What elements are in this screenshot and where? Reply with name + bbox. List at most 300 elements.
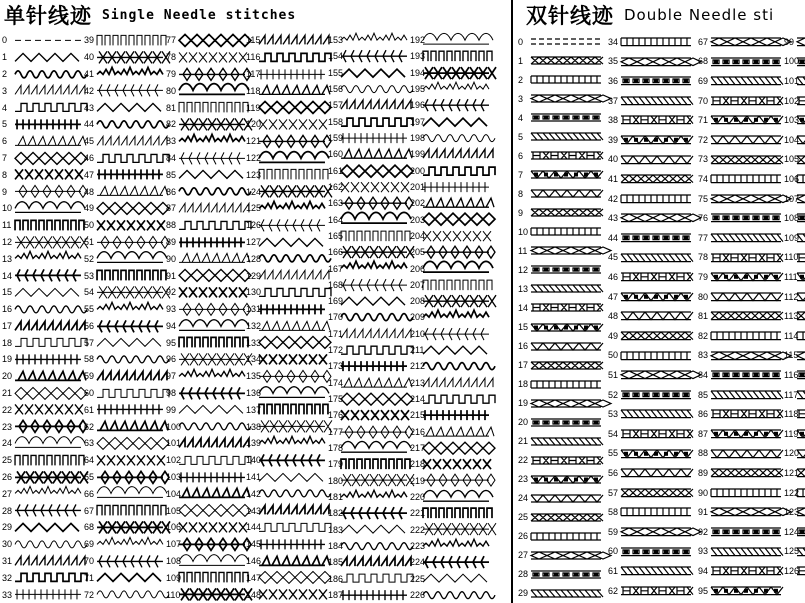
stitch-number: 41: [608, 173, 619, 184]
stitch-pattern-icon: [179, 152, 245, 165]
stitch-row: [698, 189, 784, 209]
stitch-row: [518, 222, 604, 241]
stitch-number: 44: [608, 232, 619, 243]
stitch-number: 56: [84, 320, 95, 331]
stitch-number: 206: [410, 263, 426, 274]
stitch-number: 24: [2, 438, 13, 449]
stitch-pattern-icon: [97, 51, 163, 64]
stitch-number: 203: [410, 214, 426, 225]
stitch-number: 56: [608, 467, 619, 478]
stitch-pattern-icon: [15, 34, 81, 47]
stitch-number: 209: [410, 312, 426, 323]
stitch-row: [698, 483, 784, 503]
stitch-number: 114: [784, 330, 799, 341]
stitch-number: 22: [2, 404, 13, 415]
stitch-row: [410, 48, 492, 64]
stitch-pattern-icon: [259, 370, 325, 383]
stitch-row: [518, 70, 604, 89]
stitch-number: 145: [246, 539, 262, 550]
stitch-number: 174: [328, 377, 344, 388]
stitch-number: 81: [698, 311, 709, 322]
stitch-pattern-icon: [15, 403, 81, 416]
double-needle-header: [526, 0, 774, 30]
stitch-pattern-icon: [423, 311, 489, 323]
stitch-pattern-icon: [179, 269, 245, 282]
stitch-number: 95: [166, 337, 177, 348]
stitch-number: 47: [608, 291, 619, 302]
stitch-pattern-icon: [341, 491, 407, 503]
stitch-row: [410, 179, 492, 195]
stitch-pattern-icon: [259, 538, 325, 551]
stitch-row: [608, 306, 694, 326]
stitch-row: [2, 553, 84, 570]
stitch-pattern-icon: [711, 446, 781, 462]
stitch-row: [608, 287, 694, 307]
stitch-pattern-icon: [423, 34, 489, 46]
stitch-number: 64: [84, 455, 95, 466]
stitch-pattern-icon: [711, 426, 781, 442]
stitch-number: 7: [2, 152, 8, 163]
stitch-pattern-icon: [341, 262, 407, 274]
stitch-number: 111: [784, 271, 798, 282]
stitch-pattern-icon: [423, 474, 489, 486]
stitch-row: [166, 502, 248, 519]
stitch-pattern-icon: [621, 465, 691, 481]
stitch-number: 172: [328, 345, 344, 356]
stitch-number: 95: [698, 585, 709, 596]
stitch-pattern-icon: [259, 353, 325, 366]
stitch-number: 158: [328, 116, 344, 127]
stitch-row: [328, 48, 410, 64]
stitch-pattern-icon: [97, 303, 163, 316]
stitch-row: [784, 32, 805, 52]
stitch-pattern-icon: [423, 360, 489, 372]
stitch-pattern-icon: [531, 453, 601, 468]
single-needle-title-en: Single Needle stitches: [102, 7, 297, 23]
stitch-pattern-icon: [341, 393, 407, 405]
stitch-number: 102: [166, 455, 182, 466]
stitch-number: 51: [84, 236, 95, 247]
stitch-number: 80: [166, 85, 177, 96]
stitch-row: [518, 375, 604, 394]
stitch-row: [608, 404, 694, 424]
stitch-number: 10: [2, 203, 13, 214]
stitch-number: 77: [698, 232, 709, 243]
stitch-number: 83: [166, 136, 177, 147]
stitch-row: [608, 346, 694, 366]
stitch-number: 216: [410, 426, 426, 437]
stitch-pattern-icon: [423, 148, 489, 160]
stitch-row: [410, 146, 492, 162]
stitch-pattern-icon: [341, 197, 407, 209]
single-needle-title-cn: 单针线迹: [4, 4, 92, 28]
stitch-row: [246, 234, 328, 251]
stitch-pattern-icon: [711, 34, 781, 50]
stitch-number: 78: [166, 52, 177, 63]
stitch-pattern-icon: [341, 99, 407, 111]
stitch-row: [698, 208, 784, 228]
stitch-number: 90: [166, 253, 177, 264]
stitch-number: 43: [608, 213, 619, 224]
stitch-number: 67: [84, 505, 95, 516]
stitch-number: 20: [2, 371, 13, 382]
stitch-number: 0: [2, 35, 8, 46]
stitch-pattern-icon: [179, 336, 245, 349]
stitch-row: [518, 241, 604, 260]
stitch-row: [608, 581, 694, 601]
stitch-row: [410, 114, 492, 130]
stitch-pattern-icon: [259, 471, 325, 484]
stitch-number: 125: [246, 203, 262, 214]
stitch-number: 223: [410, 540, 426, 551]
stitch-row: [518, 584, 604, 603]
stitch-pattern-icon: [341, 442, 407, 454]
stitch-pattern-icon: [97, 101, 163, 114]
stitch-number: 138: [246, 421, 262, 432]
stitch-row: [84, 49, 166, 66]
stitch-pattern-icon: [97, 454, 163, 467]
stitch-number: 94: [698, 565, 709, 576]
stitch-number: 182: [328, 508, 344, 519]
stitch-pattern-icon: [179, 521, 245, 534]
stitch-number: 88: [698, 448, 709, 459]
stitch-number: 2: [2, 68, 8, 79]
stitch-number: 101: [166, 438, 182, 449]
stitch-pattern-icon: [259, 555, 325, 568]
stitch-row: [84, 267, 166, 284]
stitch-number: 198: [410, 133, 426, 144]
stitch-pattern-icon: [621, 367, 691, 383]
stitch-pattern-icon: [531, 129, 601, 144]
stitch-row: [784, 110, 805, 130]
stitch-pattern-icon: [531, 510, 601, 525]
stitch-row: [518, 146, 604, 165]
stitch-pattern-icon: [341, 409, 407, 421]
stitch-row: [608, 365, 694, 385]
stitch-row: [410, 407, 492, 423]
stitch-pattern-icon: [15, 571, 81, 584]
stitch-pattern-icon: [423, 572, 489, 584]
stitch-row: [410, 570, 492, 586]
stitch-pattern-icon: [15, 487, 81, 500]
stitch-row: [328, 97, 410, 113]
stitch-pattern-icon: [179, 219, 245, 232]
stitch-pattern-icon: [423, 409, 489, 421]
stitch-number: 1: [518, 55, 524, 66]
stitch-pattern-icon: [179, 185, 245, 198]
stitch-number: 169: [328, 296, 344, 307]
stitch-number: 93: [166, 304, 177, 315]
stitch-number: 15: [2, 287, 13, 298]
stitch-number: 117: [246, 68, 261, 79]
stitch-pattern-icon: [711, 544, 781, 560]
stitch-pattern-icon: [797, 289, 805, 305]
stitch-number: 122: [784, 487, 800, 498]
stitch-row: [84, 150, 166, 167]
stitch-pattern-icon: [341, 116, 407, 128]
stitch-pattern-icon: [341, 83, 407, 95]
stitch-number: 181: [328, 491, 344, 502]
stitch-row: [328, 293, 410, 309]
stitch-number: 71: [698, 115, 709, 126]
stitch-pattern-icon: [711, 54, 781, 70]
stitch-number: 42: [84, 85, 95, 96]
stitch-number: 68: [698, 56, 709, 67]
stitch-number: 16: [518, 341, 529, 352]
stitch-number: 154: [328, 51, 344, 62]
stitch-number: 50: [608, 350, 619, 361]
stitch-row: [410, 309, 492, 325]
stitch-row: [784, 208, 805, 228]
stitch-number: 176: [328, 410, 344, 421]
stitch-row: [2, 99, 84, 116]
stitch-row: [84, 234, 166, 251]
stitch-number: 217: [410, 443, 426, 453]
stitch-number: 55: [84, 304, 95, 315]
stitch-row: [84, 351, 166, 368]
stitch-number: 33: [2, 589, 13, 600]
stitch-number: 11: [2, 220, 12, 231]
stitch-pattern-icon: [423, 181, 489, 193]
stitch-number: 92: [166, 287, 177, 298]
stitch-pattern-icon: [341, 311, 407, 323]
stitch-number: 1: [2, 52, 8, 63]
stitch-pattern-icon: [15, 51, 81, 64]
stitch-number: 109: [784, 232, 800, 243]
stitch-row: [246, 150, 328, 167]
stitch-row: [518, 432, 604, 451]
stitch-pattern-icon: [341, 34, 407, 46]
stitch-row: [328, 130, 410, 146]
stitch-pattern-icon: [711, 583, 781, 599]
stitch-row: [246, 318, 328, 335]
stitch-number: 84: [166, 152, 177, 163]
stitch-pattern-icon: [621, 446, 691, 462]
stitch-pattern-icon: [423, 262, 489, 274]
stitch-row: [328, 244, 410, 260]
stitch-pattern-icon: [711, 191, 781, 207]
stitch-pattern-icon: [259, 504, 325, 517]
stitch-pattern-icon: [531, 110, 601, 125]
stitch-pattern-icon: [15, 370, 81, 383]
stitch-pattern-icon: [423, 197, 489, 209]
stitch-number: 123: [246, 169, 262, 180]
stitch-pattern-icon: [259, 336, 325, 349]
stitch-pattern-icon: [179, 303, 245, 316]
stitch-row: [246, 116, 328, 133]
stitch-pattern-icon: [797, 406, 805, 422]
stitch-pattern-icon: [15, 252, 81, 265]
double-needle-panel: [516, 0, 805, 603]
stitch-number: 19: [2, 354, 13, 365]
stitch-pattern-icon: [797, 308, 805, 324]
stitch-row: [328, 114, 410, 130]
stitch-row: [518, 127, 604, 146]
stitch-pattern-icon: [711, 250, 781, 266]
stitch-number: 91: [166, 270, 177, 281]
stitch-pattern-icon: [341, 246, 407, 258]
stitch-row: [84, 116, 166, 133]
stitch-number: 39: [608, 134, 619, 145]
stitch-pattern-icon: [15, 84, 81, 97]
stitch-pattern-icon: [797, 563, 805, 579]
stitch-pattern-icon: [15, 202, 81, 215]
stitch-number: 192: [410, 35, 426, 46]
stitch-row: [328, 391, 410, 407]
stitch-number: 4: [518, 112, 524, 123]
stitch-pattern-icon: [179, 454, 245, 467]
stitch-number: 96: [166, 354, 177, 365]
stitch-row: [784, 424, 805, 444]
stitch-number: 205: [410, 247, 426, 258]
stitch-pattern-icon: [15, 555, 81, 568]
stitch-number: 144: [246, 522, 262, 533]
stitch-row: [2, 234, 84, 251]
stitch-number: 124: [784, 526, 800, 537]
stitch-pattern-icon: [15, 387, 81, 400]
stitch-number: 75: [698, 193, 709, 204]
stitch-number: 140: [246, 455, 262, 466]
stitch-pattern-icon: [179, 387, 245, 400]
stitch-pattern-icon: [341, 344, 407, 356]
stitch-row: [84, 485, 166, 502]
stitch-row: [84, 418, 166, 435]
stitch-row: [166, 267, 248, 284]
stitch-pattern-icon: [531, 472, 601, 487]
stitch-row: [698, 561, 784, 581]
stitch-row: [328, 277, 410, 293]
stitch-number: 196: [410, 100, 426, 111]
stitch-pattern-icon: [621, 387, 691, 403]
stitch-pattern-icon: [531, 396, 601, 411]
stitch-row: [84, 586, 166, 603]
stitch-row: [166, 217, 248, 234]
stitch-row: [518, 298, 604, 317]
stitch-number: 183: [328, 524, 344, 535]
stitch-pattern-icon: [621, 132, 691, 148]
stitch-pattern-icon: [711, 406, 781, 422]
stitch-row: [328, 195, 410, 211]
stitch-pattern-icon: [15, 152, 81, 165]
stitch-row: [328, 424, 410, 440]
stitch-row: [698, 169, 784, 189]
stitch-pattern-icon: [179, 252, 245, 265]
stitch-number: 16: [2, 304, 13, 315]
stitch-row: [608, 424, 694, 444]
stitch-row: [246, 418, 328, 435]
stitch-row: [84, 553, 166, 570]
stitch-pattern-icon: [797, 328, 805, 344]
stitch-row: [246, 301, 328, 318]
stitch-row: [84, 318, 166, 335]
stitch-pattern-icon: [259, 185, 325, 198]
stitch-pattern-icon: [423, 589, 489, 601]
stitch-number: 124: [246, 186, 262, 197]
stitch-number: 113: [784, 311, 799, 322]
stitch-pattern-icon: [97, 588, 163, 601]
stitch-pattern-icon: [797, 230, 805, 246]
stitch-pattern-icon: [711, 112, 781, 128]
stitch-pattern-icon: [711, 93, 781, 109]
stitch-number: 126: [784, 565, 800, 576]
stitch-pattern-icon: [179, 118, 245, 131]
stitch-row: [2, 435, 84, 452]
stitch-row: [410, 489, 492, 505]
stitch-row: [698, 248, 784, 268]
stitch-row: [784, 130, 805, 150]
stitch-pattern-icon: [797, 504, 805, 520]
stitch-row: [246, 284, 328, 301]
stitch-row: [410, 587, 492, 603]
stitch-pattern-icon: [711, 328, 781, 344]
stitch-number: 81: [166, 102, 177, 113]
stitch-pattern-icon: [259, 118, 325, 131]
stitch-row: [2, 401, 84, 418]
stitch-row: [698, 110, 784, 130]
stitch-row: [246, 553, 328, 570]
stitch-pattern-icon: [711, 348, 781, 364]
stitch-number: 35: [608, 56, 619, 67]
stitch-number: 148: [246, 589, 262, 600]
stitch-pattern-icon: [621, 485, 691, 501]
stitch-row: [608, 502, 694, 522]
stitch-pattern-icon: [711, 152, 781, 168]
stitch-pattern-icon: [621, 583, 691, 599]
stitch-number: 141: [246, 472, 262, 483]
stitch-row: [518, 165, 604, 184]
stitch-row: [328, 440, 410, 456]
stitch-row: [2, 586, 84, 603]
stitch-pattern-icon: [15, 185, 81, 198]
stitch-row: [518, 413, 604, 432]
stitch-row: [784, 346, 805, 366]
stitch-row: [166, 200, 248, 217]
stitch-pattern-icon: [621, 269, 691, 285]
stitch-row: [246, 99, 328, 116]
stitch-row: [410, 163, 492, 179]
stitch-pattern-icon: [97, 252, 163, 265]
stitch-number: 3: [2, 85, 8, 96]
stitch-pattern-icon: [531, 586, 601, 601]
stitch-row: [2, 32, 84, 49]
stitch-row: [2, 49, 84, 66]
stitch-row: [328, 163, 410, 179]
stitch-pattern-icon: [259, 521, 325, 534]
stitch-row: [2, 116, 84, 133]
stitch-number: 212: [410, 361, 426, 372]
stitch-number: 89: [166, 236, 177, 247]
stitch-number: 55: [608, 448, 619, 459]
stitch-number: 98: [166, 388, 177, 399]
stitch-row: [166, 385, 248, 402]
stitch-number: 73: [698, 154, 709, 165]
stitch-number: 115: [246, 35, 261, 46]
stitch-pattern-icon: [341, 132, 407, 144]
stitch-pattern-icon: [179, 320, 245, 333]
stitch-number: 156: [328, 84, 344, 95]
stitch-row: [166, 485, 248, 502]
stitch-number: 34: [608, 36, 619, 47]
stitch-pattern-icon: [97, 471, 163, 484]
stitch-pattern-icon: [179, 504, 245, 517]
stitch-pattern-icon: [15, 269, 81, 282]
stitch-pattern-icon: [341, 328, 407, 340]
stitch-number: 218: [410, 459, 426, 470]
stitch-pattern-icon: [97, 185, 163, 198]
stitch-pattern-icon: [97, 135, 163, 148]
stitch-pattern-icon: [531, 377, 601, 392]
stitch-number: 106: [784, 173, 800, 184]
